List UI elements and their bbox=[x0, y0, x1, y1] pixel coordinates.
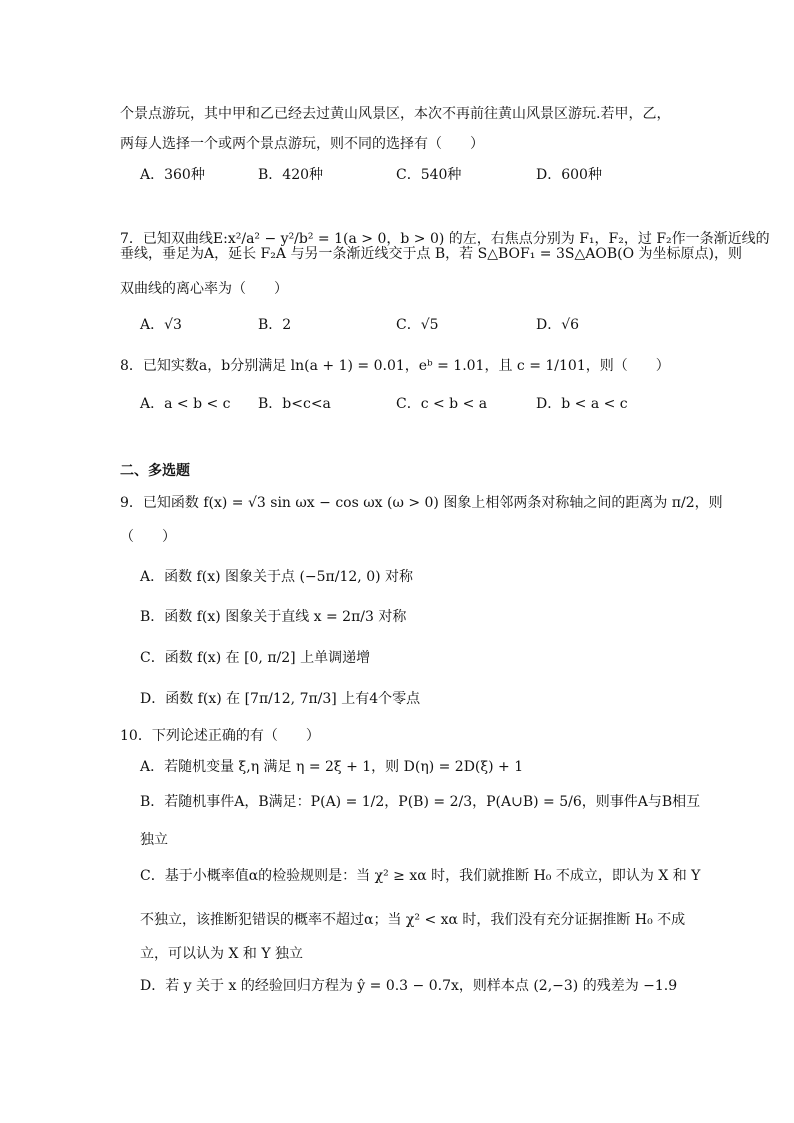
q10-option-b-line1: B．若随机事件A，B满足：P(A) = 1/2，P(B) = 2/3，P(A∪B) = 5/6，则事件A与B相互 bbox=[140, 794, 701, 810]
q8-option-a: A．a < b < c bbox=[140, 396, 231, 412]
q10-option-c-line1: C．基于小概率值α的检验规则是：当 χ² ≥ xα 时，我们就推断 H₀ 不成立，即认为 X 和 Y bbox=[140, 868, 701, 884]
q8-option-c: C．c < b < a bbox=[396, 396, 488, 412]
q6-option-b: B．420种 bbox=[258, 167, 324, 183]
q9-text-line2: （ ） bbox=[120, 529, 176, 545]
q10-option-d: D．若 y 关于 x 的经验回归方程为 ŷ = 0.3 − 0.7x，则样本点 (2,−3) 的残差为 −1.9 bbox=[140, 978, 678, 994]
q6-option-d: D．600种 bbox=[536, 167, 602, 183]
q7-option-a: A．√3 bbox=[140, 317, 182, 333]
q7-text-line3: 双曲线的离心率为（ ） bbox=[120, 281, 288, 297]
q10-option-a: A．若随机变量 ξ,η 满足 η = 2ξ + 1，则 D(η) = 2D(ξ) + 1 bbox=[140, 759, 524, 775]
q10-option-b-line2: 独立 bbox=[140, 832, 168, 848]
q10-option-c-line3: 立，可以认为 X 和 Y 独立 bbox=[140, 946, 304, 962]
q7-option-d: D．√6 bbox=[536, 317, 580, 333]
q8-text-line1: 8．已知实数a，b分别满足 ln(a + 1) = 0.01，eᵇ = 1.01，且 c = 1/101，则（ ） bbox=[120, 358, 670, 374]
q7-text-line2: 垂线，垂足为A，延长 F₂A 与另一条渐近线交于点 B，若 S△BOF₁ = 3S△AOB(O 为坐标原点)，则 bbox=[120, 246, 742, 262]
q6-option-a: A．360种 bbox=[140, 167, 205, 183]
q6-text-line1: 个景点游玩，其中甲和乙已经去过黄山风景区，本次不再前往黄山风景区游玩.若甲，乙， bbox=[120, 106, 671, 122]
q7-text-line1: 7．已知双曲线E:x²/a² − y²/b² = 1(a > 0，b > 0) 的左，右焦点分别为 F₁，F₂，过 F₂作一条渐近线的 bbox=[120, 231, 770, 247]
q9-option-c: C．函数 f(x) 在 [0, π/2] 上单调递增 bbox=[140, 650, 371, 666]
q7-option-b: B．2 bbox=[258, 317, 292, 333]
q9-option-b: B．函数 f(x) 图象关于直线 x = 2π/3 对称 bbox=[140, 609, 407, 625]
q9-text-line1: 9．已知函数 f(x) = √3 sin ωx − cos ωx (ω > 0) 图象上相邻两条对称轴之间的距离为 π/2，则 bbox=[120, 495, 723, 511]
q10-option-c-line2: 不独立，该推断犯错误的概率不超过α；当 χ² < xα 时，我们没有充分证据推断 H₀ 不成 bbox=[140, 912, 686, 928]
q8-option-b: B．b<c<a bbox=[258, 396, 331, 412]
q6-option-c: C．540种 bbox=[396, 167, 462, 183]
q6-text-line2: 两每人选择一个或两个景点游玩，则不同的选择有（ ） bbox=[120, 136, 484, 152]
q7-option-c: C．√5 bbox=[396, 317, 439, 333]
q9-option-a: A．函数 f(x) 图象关于点 (−5π/12, 0) 对称 bbox=[140, 569, 414, 585]
section-heading-multi-choice: 二、多选题 bbox=[120, 463, 190, 479]
q9-option-d: D．函数 f(x) 在 [7π/12, 7π/3] 上有4个零点 bbox=[140, 691, 421, 707]
q8-option-d: D．b < a < c bbox=[536, 396, 628, 412]
q10-text-line1: 10．下列论述正确的有（ ） bbox=[120, 728, 320, 744]
